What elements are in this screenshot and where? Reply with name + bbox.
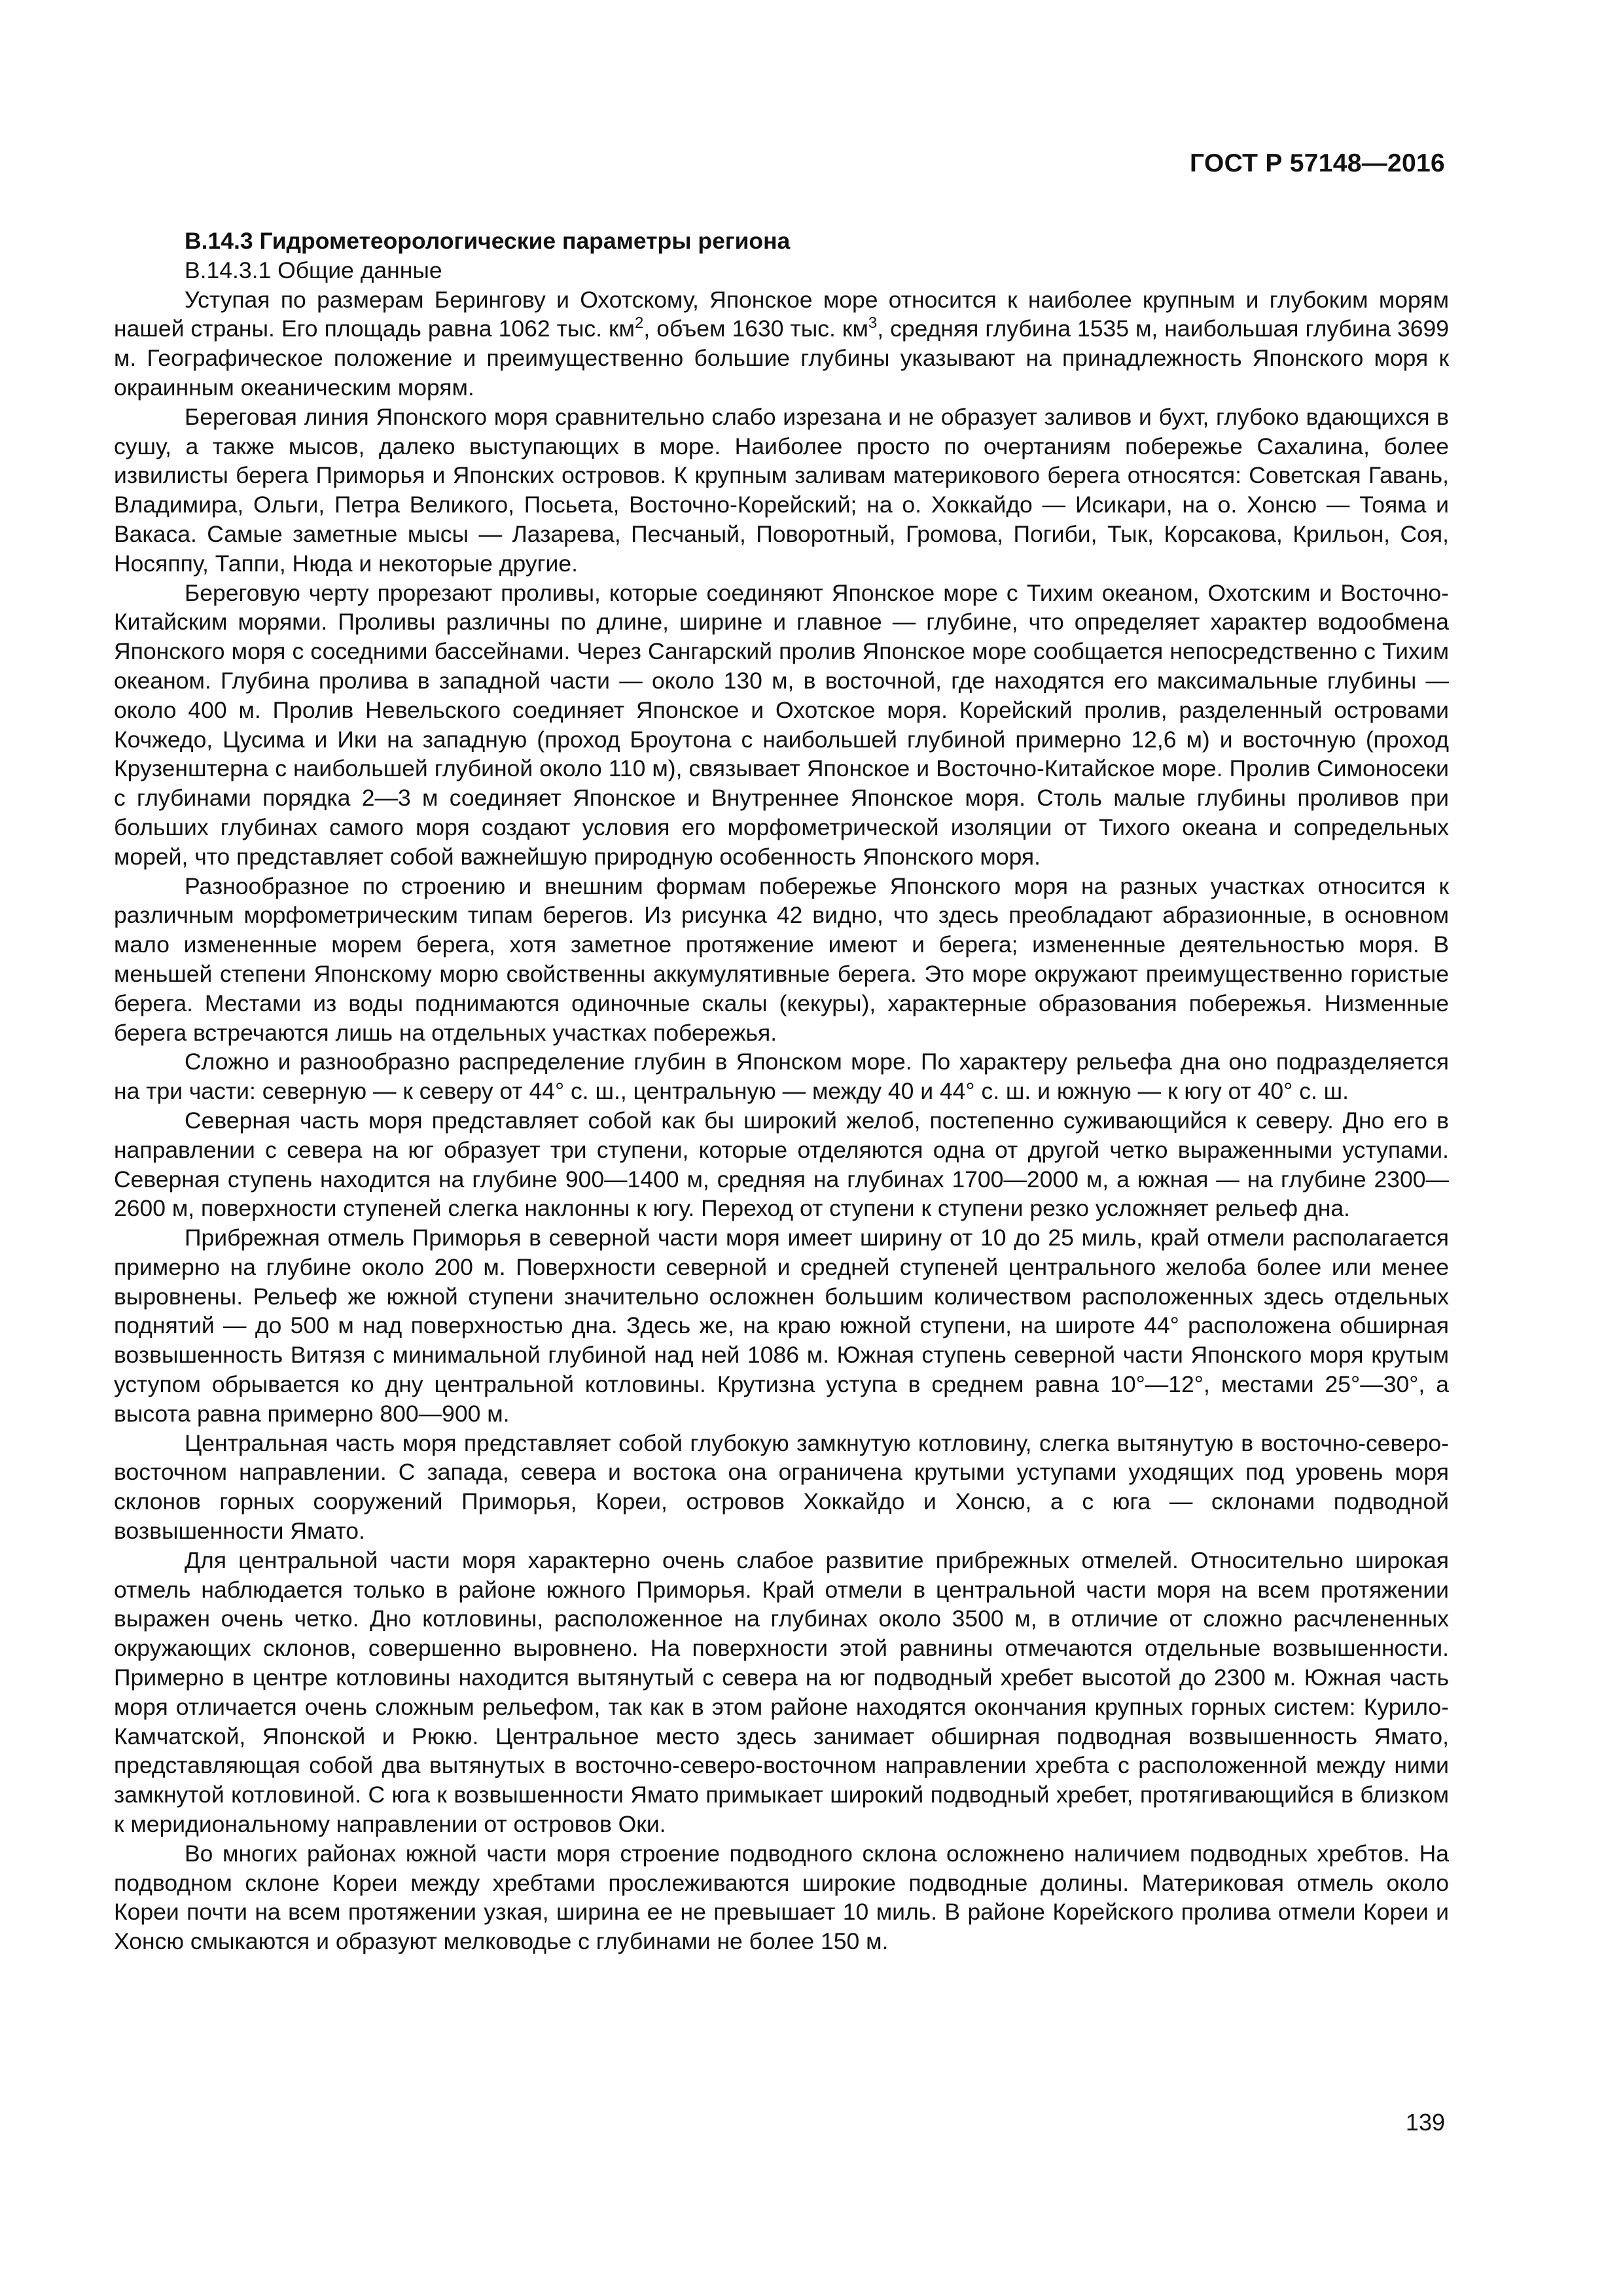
page-number: 139 <box>1405 2109 1445 2136</box>
document-body <box>114 226 1449 1956</box>
paragraph-8: Центральная часть моря представляет собой глубокую замкнутую котловину, слегка вытянутую в восточно-северо-восточном направлении. С запада, севера и востока она ограничена крутыми уступами уходящих под уровень моря склонов горных сооружений Приморья, Кореи, островов Хоккайдо и Хонсю, а с юга — склонами подводной возвышенности Ямато. <box>114 1429 1449 1545</box>
paragraph-1 <box>114 285 1449 403</box>
paragraph-2: Береговая линия Японского моря сравнительно слабо изрезана и не образует заливов и бухт, глубоко вдающихся в сушу, а также мысов, далеко выступающих в море. Наиболее просто по очертаниям побережье Сахалина, более извилисты берега Приморья и Японских островов. К крупным заливам материкового берега относятся: Советская Гавань, Владимира, Ольги, Петра Великого, Посьета, Восточно-Корейский; на о. Хоккайдо — Исикари, на о. Хонсю — Тояма и Вакаса. Самые заметные мысы — Лазарева, Песчаный, Поворотный, Громова, Погиби, Тык, Корсакова, Крильон, Соя, Носяппу, Таппи, Нюда и некоторые другие. <box>114 403 1449 577</box>
paragraph-4: Разнообразное по строению и внешним формам побережье Японского моря на разных участках относится к различным морфометрическим типам берегов. Из рисунка 42 видно, что здесь преобладают абразионные, в основном мало измененные морем берега, хотя заметное протяжение имеют и берега; измененные деятельностью моря. В меньшей степени Японскому морю свойственны аккумулятивные берега. Это море окружают преимущественно гористые берега. Местами из воды поднимаются одиночные скалы (кекуры), характерные образования побережья. Низменные берега встречаются лишь на отдельных участках побережья. <box>114 872 1449 1046</box>
subsection-title: B.14.3.1 Общие данные <box>185 257 442 283</box>
paragraph-10: Во многих районах южной части моря строение подводного склона осложнено наличием подводных хребтов. На подводном склоне Кореи между хребтами прослеживаются широкие подводные долины. Материковая отмель около Кореи почти на всем протяжении узкая, ширина ее не превышает 10 миль. В районе Корейского пролива отмели Кореи и Хонсю смыкаются и образуют мелководье с глубинами не более 150 м. <box>114 1840 1449 1955</box>
superscript-3: 3 <box>868 314 878 332</box>
paragraph-7: Прибрежная отмель Приморья в северной части моря имеет ширину от 10 до 25 миль, край отмели располагается примерно на глубине около 200 м. Поверхности северной и средней ступеней центрального желоба более или менее выровнены. Рельеф же южной ступени значительно осложнен большим количеством расположенных здесь отдельных поднятий — до 500 м над поверхностью дна. Здесь же, на краю южной ступени, на широте 44° расположена обширная возвышенность Витязя с минимальной глубиной над ней 1086 м. Южная ступень северной части Японского моря крутым уступом обрывается ко дну центральной котловины. Крутизна уступа в среднем равна 10°—12°, местами 25°—30°, а высота равна примерно 800—900 м. <box>114 1225 1449 1427</box>
paragraph-9: Для центральной части моря характерно очень слабое развитие прибрежных отмелей. Относительно широкая отмель наблюдается только в районе южного Приморья. Край отмели в центральной части моря на всем протяжении выражен очень четко. Дно котловины, расположенное на глубинах около 3500 м, в отличие от сложно расчлененных окружающих склонов, совершенно выровнено. На поверхности этой равнины отмечаются отдельные возвышенности. Примерно в центре котловины находится вытянутый с севера на юг подводный хребет высотой до 2300 м. Южная часть моря отличается очень сложным рельефом, так как в этом районе находятся окончания крупных горных систем: Курило-Камчатской, Японской и Рюкю. Центральное место здесь занимает обширная подводная возвышенность Ямато, представляющая собой два вытянутых в восточно-северо-восточном направлении хребта с расположенной между ними замкнутой котловиной. С юга к возвышенности Ямато примыкает широкий подводный хребет, протягивающийся в близком к меридиональному направлении от островов Оки. <box>114 1547 1449 1838</box>
section-title: B.14.3 Гидрометеорологические параметры региона <box>185 228 791 254</box>
paragraph-6: Северная часть моря представляет собой как бы широкий желоб, постепенно суживающийся к северу. Дно его в направлении с севера на юг образует три ступени, которые отделяются одна от другой четко выраженными уступами. Северная ступень находится на глубине 900—1400 м, средняя на глубинах 1700—2000 м, а южная — на глубине 2300—2600 м, поверхности ступеней слегка наклонны к югу. Переход от ступени к ступени резко усложняет рельеф дна. <box>114 1107 1449 1222</box>
paragraph-3: Береговую черту прорезают проливы, которые соединяют Японское море с Тихим океаном, Охотским и Восточно-Китайским морями. Проливы различны по длине, ширине и главное — глубине, что определяет характер водообмена Японского моря с соседними бассейнами. Через Сангарский пролив Японское море сообщается непосредственно с Тихим океаном. Глубина пролива в западной части — около 130 м, в восточной, где находятся его максимальные глубины — около 400 м. Пролив Невельского соединяет Японское и Охотское моря. Корейский пролив, разделенный островами Кочжедо, Цусима и Ики на западную (проход Броутона с наибольшей глубиной примерно 12,6 м) и восточную (проход Крузенштерна с наибольшей глубиной около 110 м), связывает Японское и Восточно-Китайское море. Пролив Симоносеки с глубинами порядка 2—3 м соединяет Японское и Внутреннее Японское моря. Столь малые глубины проливов при больших глубинах самого моря создают условия его морфометрической изоляции от Тихого океана и сопредельных морей, что представляет собой важнейшую природную особенность Японского моря. <box>114 579 1449 870</box>
paragraph-1-part-a: Уступая по размерам Берингову и Охотскому, Японское море относится к наиболее крупным и глубоким морям нашей страны. Его площадь равна 1062 тыс. км <box>114 286 1449 342</box>
paragraph-1-part-c: , средняя глубина 1535 м, наибольшая глубина 3699 м. Географическое положение и преимущественно большие глубины указывают на принадлежность Японского моря к окраинным океаническим морям. <box>114 315 1450 401</box>
superscript-2: 2 <box>634 314 644 332</box>
paragraph-1-part-b: , объем 1630 тыс. км <box>643 315 868 342</box>
paragraph-5: Сложно и разнообразно распределение глубин в Японском море. По характеру рельефа дна оно подразделяется на три части: северную — к северу от 44° с. ш., центральную — между 40 и 44° с. ш. и южную — к югу от 40° с. ш. <box>114 1049 1449 1105</box>
document-code-header: ГОСТ Р 57148—2016 <box>1190 149 1445 177</box>
